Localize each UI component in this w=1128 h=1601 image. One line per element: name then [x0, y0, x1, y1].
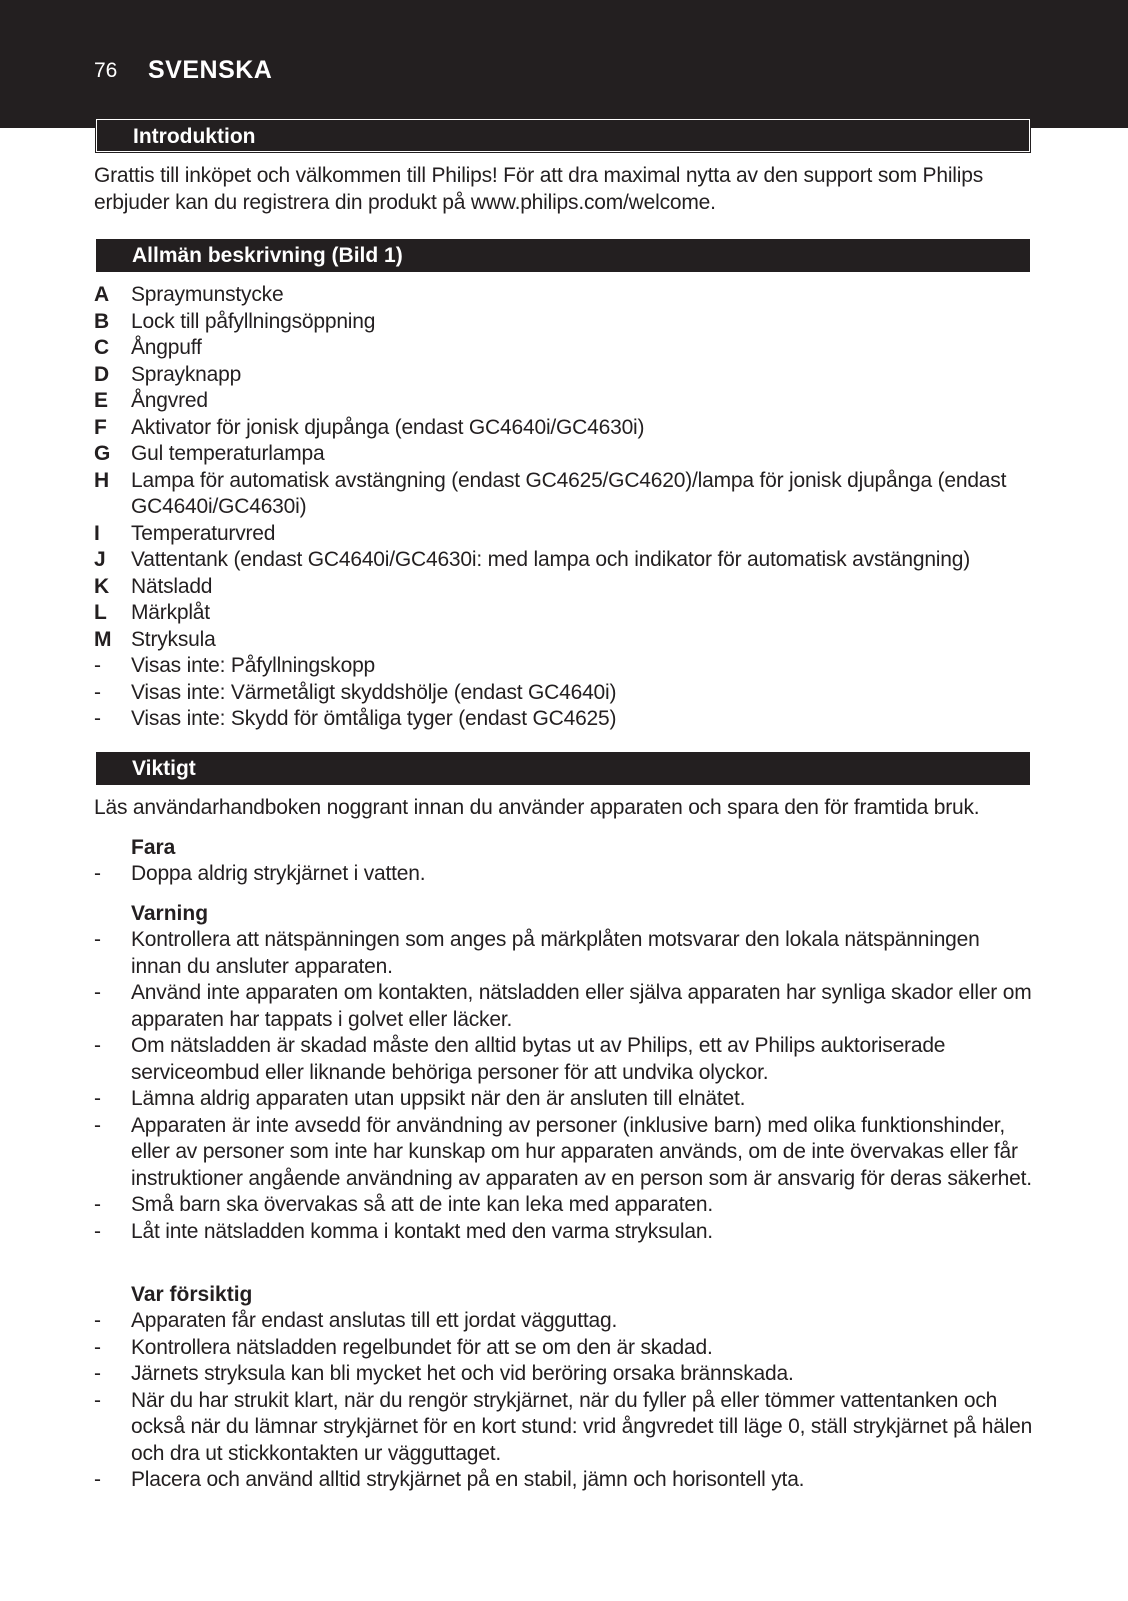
list-item-text: Temperaturvred	[131, 521, 276, 545]
list-item-text: Apparaten får endast anslutas till ett jordat vägguttag.	[131, 1309, 618, 1332]
list-marker: F	[94, 415, 107, 439]
list-item-text: Stryksula	[131, 627, 216, 651]
page-header	[0, 0, 1128, 128]
list-item-text: Låt inte nätsladden komma i kontakt med den varma stryksulan.	[131, 1219, 713, 1243]
list-marker: -	[94, 1388, 101, 1412]
caution-list	[94, 1308, 1034, 1494]
list-item	[94, 335, 1034, 362]
list-item	[94, 1219, 1034, 1246]
list-item	[94, 1033, 1034, 1086]
list-item-text: Visas inte: Skydd för ömtåliga tyger (endast GC4625)	[131, 707, 617, 730]
list-item-text: Järnets stryksula kan bli mycket het och vid beröring orsaka brännskada.	[131, 1362, 794, 1385]
section-heading-general	[96, 239, 1030, 272]
list-item-text: Ångpuff	[131, 336, 202, 359]
list-item	[94, 282, 1034, 309]
list-item	[94, 1308, 1034, 1335]
list-item	[94, 1192, 1034, 1219]
list-marker: G	[94, 442, 111, 465]
danger-list	[94, 861, 1034, 888]
section-heading-intro	[96, 119, 1030, 152]
list-item-text: Gul temperaturlampa	[131, 442, 325, 465]
list-item	[94, 600, 1034, 627]
list-item-text: Lock till påfyllningsöppning	[131, 309, 376, 333]
list-item-text: Märkplåt	[131, 601, 210, 624]
list-item	[94, 388, 1034, 415]
danger-heading: Fara	[131, 836, 176, 859]
list-item-text: Vattentank (endast GC4640i/GC4630i: med lampa och indikator för automatisk avstängning)	[131, 548, 971, 571]
list-marker: -	[94, 1309, 101, 1332]
list-item	[94, 441, 1034, 468]
list-marker: M	[94, 627, 112, 651]
section-heading-important	[96, 752, 1030, 785]
list-marker: -	[94, 928, 101, 951]
list-item	[94, 927, 1034, 980]
list-marker: -	[94, 862, 101, 885]
list-item-text: Om nätsladden är skadad måste den alltid bytas ut av Philips, ett av Philips auktoriserade serviceombud eller liknande behöriga personer för att undvika olyckor.	[131, 1034, 946, 1084]
list-marker: -	[94, 981, 101, 1004]
list-item-text: Sprayknapp	[131, 362, 242, 386]
list-item-text: Placera och använd alltid strykjärnet på en stabil, jämn och horisontell yta.	[131, 1468, 805, 1491]
list-marker: -	[94, 654, 101, 677]
list-item	[94, 980, 1034, 1033]
list-item	[94, 362, 1034, 389]
list-item-text: Apparaten är inte avsedd för användning av personer (inklusive barn) med olika funktionshinder, eller av personer som inte har kunskap om hur apparaten används, om de inte övervakas eller får instruktioner angående användning av apparaten av en person som är ansvarig för deras säkerhet.	[131, 1113, 1032, 1190]
list-marker: -	[94, 1468, 101, 1491]
intro-paragraph: Grattis till inköpet och välkommen till Philips! För att dra maximal nytta av den support som Philips erbjuder kan du registrera din produkt på www.philips.com/welcome.	[94, 164, 983, 214]
list-item	[94, 653, 1034, 680]
list-item	[94, 309, 1034, 336]
list-item	[94, 574, 1034, 601]
list-item	[94, 521, 1034, 548]
list-item	[94, 706, 1034, 733]
list-marker: A	[94, 283, 109, 306]
list-marker: L	[94, 601, 107, 624]
list-item-text: Nätsladd	[131, 574, 213, 598]
list-marker: -	[94, 1335, 101, 1359]
list-item-text: Visas inte: Värmetåligt skyddshölje (endast GC4640i)	[131, 680, 617, 704]
warning-heading: Varning	[131, 902, 209, 925]
list-marker: -	[94, 1193, 101, 1216]
list-item-text: Kontrollera nätsladden regelbundet för att se om den är skadad.	[131, 1335, 713, 1359]
list-marker: -	[94, 1087, 101, 1110]
list-item-text: Kontrollera att nätspänningen som anges på märkplåten motsvarar den lokala nätspänningen innan du ansluter apparaten.	[131, 928, 980, 978]
list-marker: -	[94, 680, 101, 704]
list-item-text: Aktivator för jonisk djupånga (endast GC4640i/GC4630i)	[131, 415, 645, 439]
list-item-text: Doppa aldrig strykjärnet i vatten.	[131, 862, 426, 885]
list-item	[94, 1086, 1034, 1113]
list-item	[94, 468, 1034, 521]
list-item-text: Visas inte: Påfyllningskopp	[131, 654, 376, 677]
language-title: SVENSKA	[148, 56, 273, 84]
list-marker: B	[94, 309, 109, 333]
list-item-text: Lampa för automatisk avstängning (endast GC4625/GC4620)/lampa för jonisk djupånga (endast GC4640i/GC4630i)	[131, 468, 1007, 518]
list-item-text: Lämna aldrig apparaten utan uppsikt när den är ansluten till elnätet.	[131, 1087, 746, 1110]
list-item-text: Små barn ska övervakas så att de inte kan leka med apparaten.	[131, 1193, 713, 1216]
list-marker: -	[94, 1113, 101, 1137]
section-title: Introduktion	[133, 125, 256, 148]
list-marker: -	[94, 707, 101, 730]
list-marker: K	[94, 574, 109, 598]
list-marker: D	[94, 362, 109, 386]
section-title: Allmän beskrivning (Bild 1)	[132, 244, 403, 267]
page-number: 76	[94, 59, 118, 82]
list-item	[94, 680, 1034, 707]
list-item-text: Ångvred	[131, 389, 208, 412]
list-item	[94, 1335, 1034, 1362]
list-marker: C	[94, 336, 109, 359]
list-marker: E	[94, 389, 108, 412]
list-item-text: Använd inte apparaten om kontakten, nätsladden eller själva apparaten har synliga skador eller om apparaten har tappats i golvet eller läcker.	[131, 981, 1032, 1031]
list-item	[94, 861, 1034, 888]
section-title: Viktigt	[132, 757, 196, 780]
caution-heading: Var försiktig	[131, 1283, 253, 1306]
warning-list	[94, 927, 1034, 1245]
list-item	[94, 1361, 1034, 1388]
list-marker: -	[94, 1362, 101, 1385]
list-marker: H	[94, 468, 109, 492]
list-item-text: När du har strukit klart, när du rengör strykjärnet, när du fyller på eller tömmer vattentanken och också när du lämnar strykjärnet för en kort stund: vrid ångvredet till läge 0, ställ strykjärnet på hälen och dra ut stickkontakten ur vägguttaget.	[131, 1388, 1033, 1465]
list-item	[94, 415, 1034, 442]
list-item	[94, 1113, 1034, 1193]
list-item	[94, 547, 1034, 574]
list-marker: -	[94, 1034, 101, 1057]
list-item	[94, 627, 1034, 654]
important-intro: Läs användarhandboken noggrant innan du använder apparaten och spara den för framtida bruk.	[94, 796, 980, 819]
list-item	[94, 1467, 1034, 1494]
list-item	[94, 1388, 1034, 1468]
list-marker: J	[94, 548, 106, 571]
list-item-text: Spraymunstycke	[131, 283, 284, 306]
list-marker: I	[94, 521, 100, 545]
list-marker: -	[94, 1219, 101, 1243]
parts-list	[94, 282, 1034, 733]
